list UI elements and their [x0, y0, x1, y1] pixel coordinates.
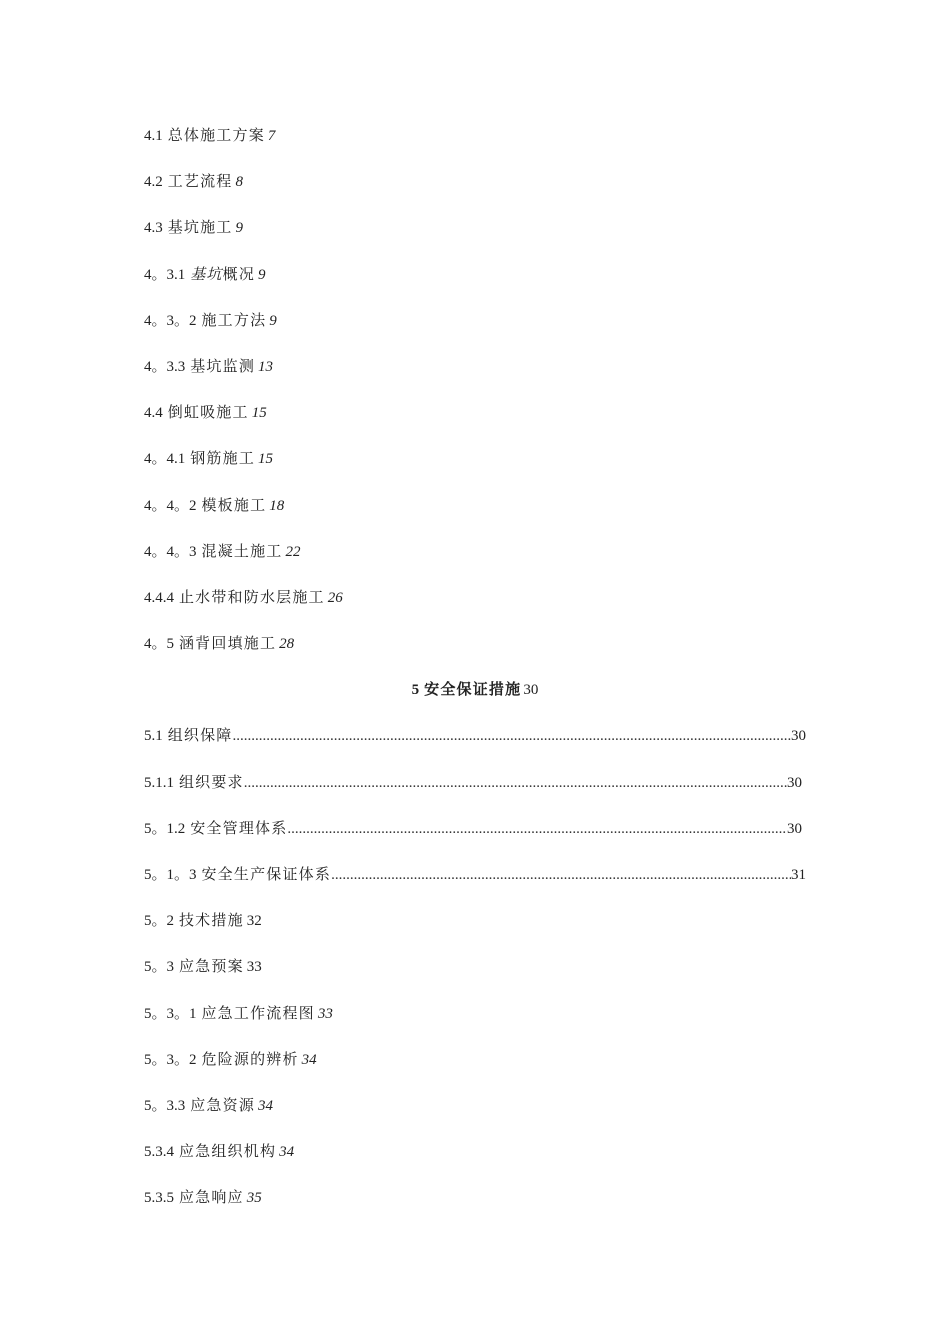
toc-number: 4。3。2	[144, 312, 197, 329]
toc-title: 倒虹吸施工	[167, 405, 249, 422]
toc-entry-5-1[interactable]	[144, 724, 806, 770]
toc-title: 危险源的辨析	[201, 1051, 299, 1068]
toc-entry-4-4[interactable]	[144, 401, 806, 447]
toc-page-number: 34	[301, 1051, 317, 1068]
toc-title: 施工方法	[201, 312, 267, 329]
toc-page-number: 9	[235, 220, 244, 237]
toc-number: 4。4。3	[144, 543, 197, 560]
toc-page-number: 34	[279, 1144, 295, 1161]
toc-page-number: 7	[267, 128, 276, 144]
toc-entry-5-3-4[interactable]	[144, 1140, 806, 1186]
toc-page-number: 22	[285, 543, 301, 560]
toc-entry-5-2[interactable]	[144, 909, 806, 955]
toc-title: 应急预案	[178, 959, 244, 976]
toc-number: 5。1。3	[144, 867, 197, 883]
toc-entry-4-4-3[interactable]	[144, 540, 806, 586]
toc-number: 4。3.1	[144, 266, 186, 283]
toc-title-emphasis: 基坑	[190, 266, 223, 283]
toc-number: 4.3	[144, 220, 163, 237]
toc-title: 工艺流程	[167, 174, 233, 191]
toc-number: 4.4	[144, 405, 163, 422]
toc-number: 5。2	[144, 913, 175, 930]
toc-title: 基坑施工	[167, 220, 233, 237]
toc-number: 5。3	[144, 959, 175, 976]
toc-title: 涵背回填施工	[178, 636, 277, 653]
toc-number: 4.1	[144, 128, 163, 144]
toc-title: 安全生产保证体系	[201, 867, 332, 883]
toc-entry-5-3-2[interactable]	[144, 1048, 806, 1094]
toc-page-number: 18	[269, 497, 285, 514]
toc-number: 4。5	[144, 636, 175, 653]
toc-number: 5	[411, 682, 420, 699]
toc-page-number: 30	[787, 820, 802, 837]
toc-entry-5-1-2[interactable]	[144, 817, 802, 863]
toc-title: 基坑监测	[190, 358, 256, 375]
toc-title: 安全管理体系	[190, 820, 288, 837]
toc-number: 5.3.5	[144, 1190, 174, 1207]
dot-leader	[244, 771, 787, 795]
toc-entry-4-4-2[interactable]	[144, 494, 806, 540]
toc-title: 技术措施	[178, 913, 244, 930]
toc-page-number: 34	[258, 1097, 274, 1114]
toc-entry-5-3-1[interactable]	[144, 1002, 806, 1048]
toc-page-number: 9	[269, 312, 277, 329]
toc-page-number: 31	[791, 867, 806, 883]
toc-entry-4-2[interactable]	[144, 170, 806, 216]
toc-page-number: 9	[258, 266, 266, 283]
toc-entry-5-3-5[interactable]	[144, 1186, 806, 1232]
toc-entry-4-3[interactable]	[144, 216, 806, 262]
toc-title: 钢筋施工	[190, 451, 256, 468]
toc-title: 总体施工方案	[167, 128, 265, 144]
toc-number: 4。4。2	[144, 497, 197, 514]
toc-number: 5。1.2	[144, 820, 186, 837]
toc-page-number: 13	[258, 358, 274, 375]
toc-entry-5-3-3[interactable]	[144, 1094, 806, 1140]
toc-page-number: 8	[235, 174, 244, 191]
toc-number: 5。3。2	[144, 1051, 197, 1068]
toc-page-number: 33	[246, 959, 262, 976]
toc-number: 5。3.3	[144, 1097, 186, 1114]
dot-leader	[233, 724, 791, 748]
toc-title: 模板施工	[201, 497, 267, 514]
toc-entry-4-4-4[interactable]	[144, 586, 806, 632]
toc-page-number: 32	[246, 913, 262, 930]
toc-title: 组织要求	[178, 774, 244, 791]
table-of-contents	[144, 124, 806, 1233]
toc-title: 安全保证措施	[424, 682, 522, 699]
toc-number: 4.4.4	[144, 589, 174, 606]
toc-page-number: 30	[787, 774, 802, 791]
toc-title: 混凝土施工	[201, 543, 283, 560]
toc-number: 5。3。1	[144, 1005, 197, 1022]
toc-title: 应急组织机构	[178, 1144, 277, 1161]
toc-number: 5.1	[144, 728, 163, 745]
toc-title: 应急响应	[178, 1190, 244, 1207]
toc-title: 组织保障	[167, 728, 233, 745]
toc-title: 概况	[222, 266, 256, 283]
toc-title: 止水带和防水层施工	[178, 589, 325, 606]
toc-number: 5.1.1	[144, 774, 174, 791]
toc-number: 4.2	[144, 174, 163, 191]
toc-page-number: 30	[791, 728, 806, 745]
toc-page-number: 26	[327, 589, 343, 606]
toc-entry-4-3-2[interactable]	[144, 309, 806, 355]
toc-number: 4。4.1	[144, 451, 186, 468]
toc-number: 4。3.3	[144, 358, 186, 375]
toc-entry-4-3-3[interactable]	[144, 355, 806, 401]
dot-leader	[331, 863, 791, 887]
toc-page-number: 30	[523, 682, 539, 699]
toc-page-number: 33	[317, 1005, 333, 1022]
toc-entry-5-1-1[interactable]	[144, 771, 802, 817]
toc-number: 5.3.4	[144, 1144, 174, 1161]
toc-page-number: 28	[279, 636, 295, 653]
toc-entry-4-1[interactable]	[144, 124, 806, 170]
toc-title: 应急工作流程图	[201, 1005, 315, 1022]
toc-entry-4-4-1[interactable]	[144, 447, 806, 493]
toc-page-number: 35	[246, 1190, 262, 1207]
toc-entry-5-1-3[interactable]	[144, 863, 806, 909]
toc-page-number: 15	[258, 451, 274, 468]
toc-title: 应急资源	[190, 1097, 256, 1114]
toc-chapter-5[interactable]	[144, 678, 806, 724]
dot-leader	[287, 817, 787, 841]
toc-entry-5-3[interactable]	[144, 955, 806, 1001]
toc-entry-4-3-1[interactable]	[144, 263, 806, 309]
toc-entry-4-5[interactable]	[144, 632, 806, 678]
toc-page-number: 15	[251, 405, 267, 422]
